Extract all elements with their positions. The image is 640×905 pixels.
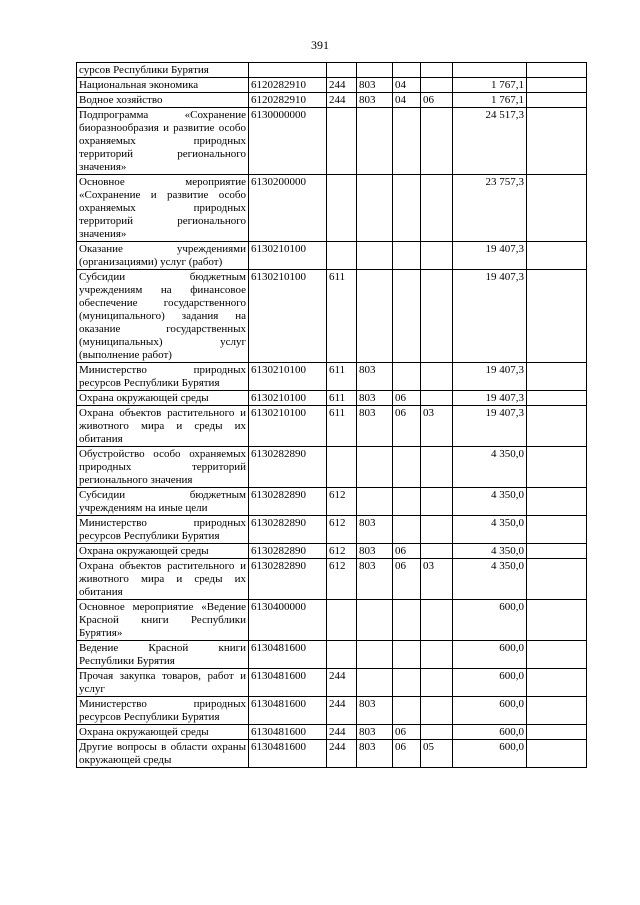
table-row	[77, 63, 587, 78]
extra-cell	[527, 559, 587, 600]
table-row	[77, 725, 587, 740]
extra-cell	[527, 242, 587, 270]
ministry-code-cell	[357, 63, 393, 78]
expense-type-cell: 612	[327, 559, 357, 600]
table-row	[77, 544, 587, 559]
expense-type-cell: 611	[327, 270, 357, 363]
row-name-cell: Основное мероприятие «Сохранение и развитие особо охраняемых природных территорий регионального значения»	[77, 175, 249, 242]
section-cell	[393, 697, 421, 725]
expense-type-cell	[327, 242, 357, 270]
target-code-cell: 6130481600	[249, 740, 327, 768]
amount-cell: 1 767,1	[453, 78, 527, 93]
target-code-cell: 6130210100	[249, 242, 327, 270]
target-code-cell: 6130282890	[249, 488, 327, 516]
extra-cell	[527, 406, 587, 447]
section-cell	[393, 447, 421, 488]
extra-cell	[527, 488, 587, 516]
subsection-cell	[421, 242, 453, 270]
subsection-cell: 05	[421, 740, 453, 768]
section-cell	[393, 641, 421, 669]
subsection-cell	[421, 363, 453, 391]
target-code-cell: 6130400000	[249, 600, 327, 641]
amount-cell: 600,0	[453, 641, 527, 669]
target-code-cell: 6130210100	[249, 406, 327, 447]
table-row	[77, 600, 587, 641]
section-cell	[393, 242, 421, 270]
extra-cell	[527, 516, 587, 544]
subsection-cell	[421, 63, 453, 78]
section-cell	[393, 175, 421, 242]
table-row	[77, 447, 587, 488]
extra-cell	[527, 63, 587, 78]
section-cell	[393, 600, 421, 641]
table-row	[77, 175, 587, 242]
expense-type-cell: 244	[327, 78, 357, 93]
expense-type-cell: 611	[327, 391, 357, 406]
table-row	[77, 516, 587, 544]
expense-type-cell: 244	[327, 740, 357, 768]
extra-cell	[527, 740, 587, 768]
subsection-cell	[421, 641, 453, 669]
extra-cell	[527, 725, 587, 740]
subsection-cell	[421, 697, 453, 725]
target-code-cell: 6130282890	[249, 544, 327, 559]
ministry-code-cell	[357, 242, 393, 270]
amount-cell: 24 517,3	[453, 108, 527, 175]
target-code-cell: 6130282890	[249, 447, 327, 488]
section-cell: 04	[393, 78, 421, 93]
target-code-cell: 6130200000	[249, 175, 327, 242]
amount-cell: 4 350,0	[453, 488, 527, 516]
target-code-cell: 6130000000	[249, 108, 327, 175]
page-number: 391	[311, 38, 329, 52]
extra-cell	[527, 544, 587, 559]
table-row	[77, 641, 587, 669]
expense-type-cell: 612	[327, 488, 357, 516]
expense-type-cell	[327, 175, 357, 242]
section-cell	[393, 488, 421, 516]
target-code-cell: 6130210100	[249, 270, 327, 363]
table-row	[77, 488, 587, 516]
target-code-cell: 6130481600	[249, 641, 327, 669]
table-row	[77, 669, 587, 697]
ministry-code-cell: 803	[357, 406, 393, 447]
section-cell	[393, 63, 421, 78]
subsection-cell	[421, 391, 453, 406]
subsection-cell	[421, 544, 453, 559]
amount-cell: 19 407,3	[453, 391, 527, 406]
row-name-cell: Охрана объектов растительного и животного мира и среды их обитания	[77, 406, 249, 447]
amount-cell: 600,0	[453, 669, 527, 697]
extra-cell	[527, 93, 587, 108]
section-cell: 06	[393, 391, 421, 406]
ministry-code-cell: 803	[357, 697, 393, 725]
target-code-cell: 6130210100	[249, 391, 327, 406]
extra-cell	[527, 175, 587, 242]
row-name-cell: Охрана окружающей среды	[77, 725, 249, 740]
subsection-cell	[421, 600, 453, 641]
expense-type-cell	[327, 641, 357, 669]
section-cell: 06	[393, 725, 421, 740]
extra-cell	[527, 669, 587, 697]
row-name-cell: Водное хозяйство	[77, 93, 249, 108]
subsection-cell	[421, 488, 453, 516]
extra-cell	[527, 108, 587, 175]
row-name-cell: сурсов Республики Бурятия	[77, 63, 249, 78]
ministry-code-cell	[357, 488, 393, 516]
expense-type-cell: 244	[327, 93, 357, 108]
subsection-cell	[421, 78, 453, 93]
section-cell: 04	[393, 93, 421, 108]
section-cell	[393, 108, 421, 175]
subsection-cell	[421, 447, 453, 488]
extra-cell	[527, 600, 587, 641]
ministry-code-cell: 803	[357, 516, 393, 544]
row-name-cell: Прочая закупка товаров, работ и услуг	[77, 669, 249, 697]
amount-cell: 23 757,3	[453, 175, 527, 242]
target-code-cell	[249, 63, 327, 78]
subsection-cell	[421, 725, 453, 740]
ministry-code-cell: 803	[357, 544, 393, 559]
subsection-cell	[421, 270, 453, 363]
row-name-cell: Охрана окружающей среды	[77, 391, 249, 406]
expense-type-cell: 611	[327, 406, 357, 447]
extra-cell	[527, 363, 587, 391]
table-row	[77, 108, 587, 175]
subsection-cell	[421, 108, 453, 175]
table-row	[77, 740, 587, 768]
target-code-cell: 6130210100	[249, 363, 327, 391]
subsection-cell	[421, 516, 453, 544]
ministry-code-cell	[357, 108, 393, 175]
expense-type-cell	[327, 108, 357, 175]
ministry-code-cell: 803	[357, 391, 393, 406]
amount-cell	[453, 63, 527, 78]
subsection-cell	[421, 175, 453, 242]
target-code-cell: 6130282890	[249, 516, 327, 544]
section-cell	[393, 363, 421, 391]
subsection-cell: 03	[421, 559, 453, 600]
expense-type-cell	[327, 600, 357, 641]
extra-cell	[527, 391, 587, 406]
table-row	[77, 78, 587, 93]
extra-cell	[527, 270, 587, 363]
row-name-cell: Охрана объектов растительного и животного мира и среды их обитания	[77, 559, 249, 600]
row-name-cell: Подпрограмма «Сохранение биоразнообразия и развитие особо охраняемых природных территорий регионального значения»	[77, 108, 249, 175]
amount-cell: 19 407,3	[453, 363, 527, 391]
section-cell: 06	[393, 544, 421, 559]
section-cell	[393, 516, 421, 544]
table-row	[77, 93, 587, 108]
expense-type-cell: 611	[327, 363, 357, 391]
amount-cell: 4 350,0	[453, 559, 527, 600]
amount-cell: 600,0	[453, 697, 527, 725]
expense-type-cell	[327, 447, 357, 488]
row-name-cell: Другие вопросы в области охраны окружающей среды	[77, 740, 249, 768]
amount-cell: 19 407,3	[453, 270, 527, 363]
ministry-code-cell	[357, 641, 393, 669]
row-name-cell: Национальная экономика	[77, 78, 249, 93]
ministry-code-cell	[357, 447, 393, 488]
target-code-cell: 6130282890	[249, 559, 327, 600]
row-name-cell: Оказание учреждениями (организациями) услуг (работ)	[77, 242, 249, 270]
amount-cell: 600,0	[453, 725, 527, 740]
expense-type-cell: 244	[327, 697, 357, 725]
row-name-cell: Министерство природных ресурсов Республики Бурятия	[77, 697, 249, 725]
ministry-code-cell: 803	[357, 93, 393, 108]
expense-type-cell: 244	[327, 669, 357, 697]
budget-table	[76, 62, 587, 768]
table-row	[77, 391, 587, 406]
amount-cell: 4 350,0	[453, 516, 527, 544]
amount-cell: 600,0	[453, 600, 527, 641]
ministry-code-cell: 803	[357, 78, 393, 93]
target-code-cell: 6130481600	[249, 697, 327, 725]
table-row	[77, 697, 587, 725]
table-row	[77, 559, 587, 600]
extra-cell	[527, 447, 587, 488]
amount-cell: 600,0	[453, 740, 527, 768]
row-name-cell: Охрана окружающей среды	[77, 544, 249, 559]
table-row	[77, 406, 587, 447]
row-name-cell: Субсидии бюджетным учреждениям на финансовое обеспечение государственного (муниципального) задания на оказание государственных (муниципальных) услуг (выполнение работ)	[77, 270, 249, 363]
table-row	[77, 242, 587, 270]
amount-cell: 4 350,0	[453, 447, 527, 488]
target-code-cell: 6120282910	[249, 93, 327, 108]
subsection-cell: 03	[421, 406, 453, 447]
table-row	[77, 363, 587, 391]
ministry-code-cell	[357, 669, 393, 697]
ministry-code-cell: 803	[357, 740, 393, 768]
expense-type-cell: 244	[327, 725, 357, 740]
extra-cell	[527, 78, 587, 93]
extra-cell	[527, 641, 587, 669]
amount-cell: 19 407,3	[453, 242, 527, 270]
row-name-cell: Министерство природных ресурсов Республики Бурятия	[77, 363, 249, 391]
ministry-code-cell: 803	[357, 363, 393, 391]
target-code-cell: 6130481600	[249, 725, 327, 740]
section-cell: 06	[393, 740, 421, 768]
ministry-code-cell	[357, 270, 393, 363]
expense-type-cell: 612	[327, 544, 357, 559]
row-name-cell: Основное мероприятие «Ведение Красной книги Республики Бурятия»	[77, 600, 249, 641]
ministry-code-cell	[357, 175, 393, 242]
extra-cell	[527, 697, 587, 725]
row-name-cell: Ведение Красной книги Республики Бурятия	[77, 641, 249, 669]
target-code-cell: 6130481600	[249, 669, 327, 697]
section-cell: 06	[393, 559, 421, 600]
section-cell	[393, 270, 421, 363]
amount-cell: 1 767,1	[453, 93, 527, 108]
budget-table-body	[77, 63, 587, 768]
section-cell: 06	[393, 406, 421, 447]
expense-type-cell: 612	[327, 516, 357, 544]
ministry-code-cell: 803	[357, 725, 393, 740]
table-row	[77, 270, 587, 363]
row-name-cell: Обустройство особо охраняемых природных территорий регионального значения	[77, 447, 249, 488]
target-code-cell: 6120282910	[249, 78, 327, 93]
ministry-code-cell	[357, 600, 393, 641]
amount-cell: 19 407,3	[453, 406, 527, 447]
ministry-code-cell: 803	[357, 559, 393, 600]
section-cell	[393, 669, 421, 697]
row-name-cell: Субсидии бюджетным учреждениям на иные цели	[77, 488, 249, 516]
row-name-cell: Министерство природных ресурсов Республики Бурятия	[77, 516, 249, 544]
expense-type-cell	[327, 63, 357, 78]
amount-cell: 4 350,0	[453, 544, 527, 559]
subsection-cell: 06	[421, 93, 453, 108]
subsection-cell	[421, 669, 453, 697]
